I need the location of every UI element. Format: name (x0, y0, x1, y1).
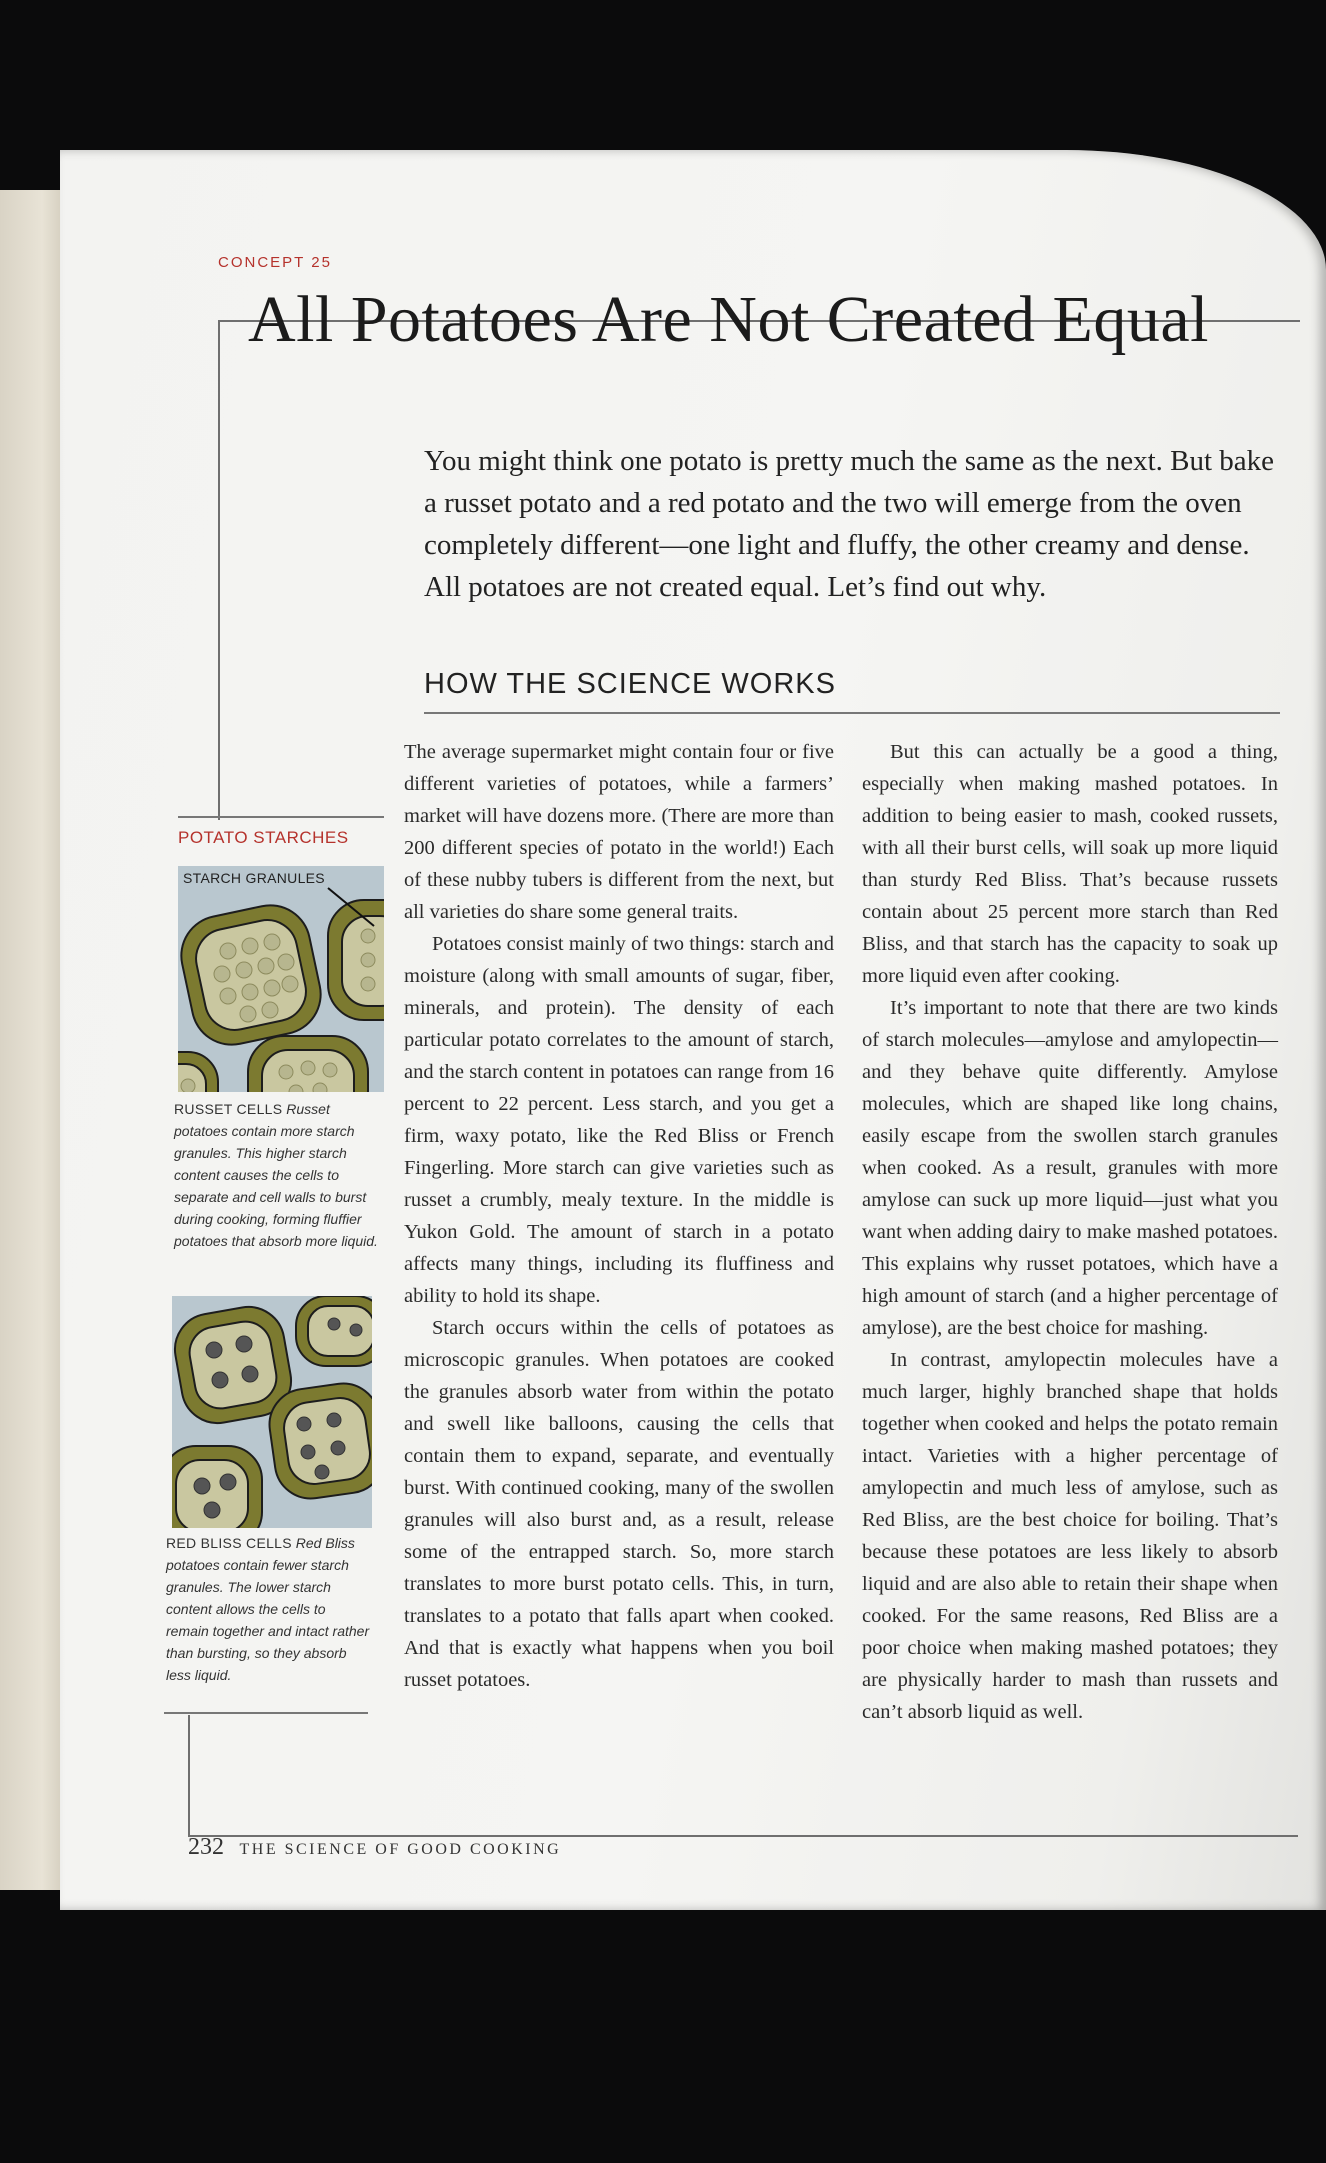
left-paragraph-1: The average supermarket might contain four or five different varieties of potatoes, while a farmers’ market will have dozens more. (There are more than 200 different species of potato in the world!) Each of these nubby tubers is different from the next, but all varieties do share some general traits. (404, 741, 834, 923)
sidebar-title: POTATO STARCHES (178, 828, 349, 847)
page-footer (188, 1834, 561, 1861)
sidebar-rule-top (178, 816, 384, 818)
red-bliss-caption-text: Red Bliss potatoes contain fewer starch granules. The lower starch content allows the cells to remain together and intact rather than bursting, so they absorb less liquid. (166, 1535, 370, 1683)
intro-paragraph: You might think one potato is pretty much the same as the next. But bake a russet potato and a red potato and the two will emerge from the oven completely different—one light and fluffy, the other creamy and dense. All potatoes are not created equal. Let’s find out why. (424, 445, 1275, 603)
section-rule (424, 712, 1280, 714)
page-title: All Potatoes Are Not Created Equal (248, 283, 1209, 356)
right-paragraph-3: In contrast, amylopectin molecules have a much larger, highly branched shape that holds together when cooked and helps the potato remain intact. Varieties with a higher percentage of amylopectin and much less of amylose, such as Red Bliss, are the best choice for boiling. That’s because these potatoes are less likely to absorb liquid and are also able to retain their shape when cooked. For the same reasons, Red Bliss are a poor choice when making mashed potatoes; they are physically harder to mash than russets and can’t absorb liquid as well. (862, 1349, 1278, 1723)
red-bliss-caption-lead: RED BLISS CELLS (166, 1535, 292, 1551)
frame-rule-left-lower (188, 1715, 190, 1835)
concept-label: CONCEPT 25 (218, 254, 332, 271)
red-bliss-cells-illustration (172, 1296, 372, 1528)
page-number: 232 (188, 1834, 224, 1860)
sidebar-rule-bottom (164, 1712, 368, 1714)
frame-rule-left (218, 320, 220, 820)
russet-caption (174, 1098, 380, 1252)
russet-cells-illustration (178, 866, 384, 1092)
left-paragraph-2: Potatoes consist mainly of two things: starch and moisture (along with small amounts of sugar, fiber, minerals, and protein). The density of each particular potato correlates to the amount of starch, and the starch content in potatoes can range from 16 percent to 22 percent. Less starch, and you get a firm, waxy potato, like the Red Bliss or French Fingerling. More starch can give varieties such as russet a crumbly, mealy texture. In the middle is Yukon Gold. The amount of starch in a potato affects many things, including its fluffiness and ability to hold its shape. (404, 933, 834, 1307)
left-column (404, 736, 834, 1696)
left-paragraph-3: Starch occurs within the cells of potatoes as microscopic granules. When potatoes are cooked the granules absorb water from within the potato and swell like balloons, causing the cells that contain them to expand, separate, and eventually burst. With continued cooking, many of the swollen granules will also burst and, as a result, release some of the entrapped starch. So, more starch translates to more burst potato cells. This, in turn, translates to a potato that falls apart when cooked. And that is exactly what happens when you boil russet potatoes. (404, 1317, 834, 1691)
right-paragraph-2: It’s important to note that there are two kinds of starch molecules—amylose and amylopectin—and they behave quite differently. Amylose molecules, which are shaped like long chains, easily escape from the swollen starch granules when cooked. As a result, granules with more amylose can suck up more liquid—just what you want when adding dairy to make mashed potatoes. This explains why russet potatoes, which have a high amount of starch (and a higher percentage of amylose), are the best choice for mashing. (862, 997, 1278, 1339)
right-column (862, 736, 1278, 1728)
russet-caption-text: Russet potatoes contain more starch granules. This higher starch content causes the cells to separate and cell walls to burst during cooking, forming fluffier potatoes that absorb more liquid. (174, 1101, 378, 1249)
red-bliss-caption (166, 1532, 372, 1686)
starch-granules-label: STARCH GRANULES (183, 870, 325, 886)
section-heading: HOW THE SCIENCE WORKS (424, 668, 836, 700)
right-paragraph-1: But this can actually be a good a thing, especially when making mashed potatoes. In addition to being easier to mash, cooked russets, with all their burst cells, will soak up more liquid than sturdy Red Bliss. That’s because russets contain about 25 percent more starch than Red Bliss, and that starch has the capacity to soak up more liquid even after cooking. (862, 741, 1278, 987)
russet-caption-lead: RUSSET CELLS (174, 1101, 283, 1117)
running-title: THE SCIENCE OF GOOD COOKING (239, 1841, 562, 1858)
